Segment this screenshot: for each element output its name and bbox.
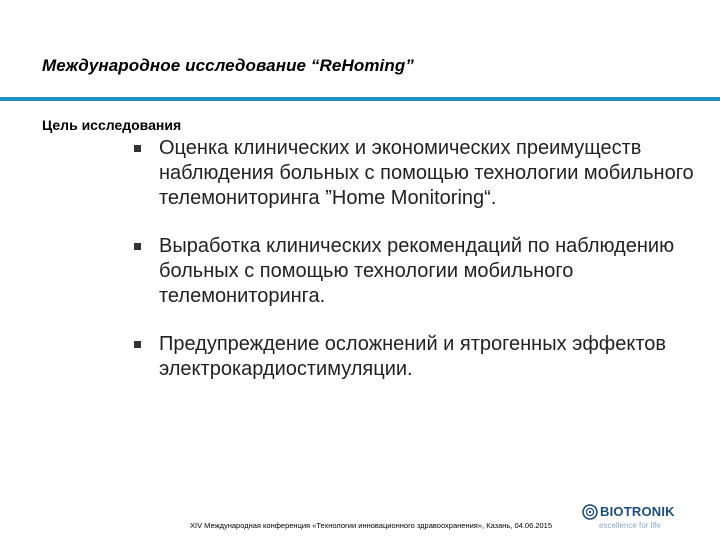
logo-tagline: excellence for life [599,521,661,530]
bullet-item [134,332,714,382]
square-bullet-icon [134,145,141,152]
bullet-text: Выработка клинических рекомендаций по наблюдению больных с помощью технологии мобильного телемониторинга. [159,235,675,307]
footer-text: XIV Международная конференция «Технологии инновационного здравоохранения», Казань, 04.06.2015 [190,521,553,530]
bullet-list [134,136,714,382]
bullet-text: Оценка клинических и экономических преимуществ наблюдения больных с помощью технологии мобильного телемониторинга ”Home Monitoring“. [159,137,694,209]
square-bullet-icon [134,341,141,348]
bullet-item [134,136,714,211]
biotronik-logo-icon [582,504,598,520]
title-divider [0,97,720,101]
biotronik-logo [582,502,712,532]
bullet-item [134,234,714,309]
bullet-text: Предупреждение осложнений и ятрогенных эффектов электрокардиостимуляции. [159,333,667,380]
slide-subtitle: Цель исследования [42,117,182,133]
square-bullet-icon [134,243,141,250]
logo-name: BIOTRONIK [600,504,675,519]
slide-title: Международное исследование “ReHoming” [42,56,414,75]
